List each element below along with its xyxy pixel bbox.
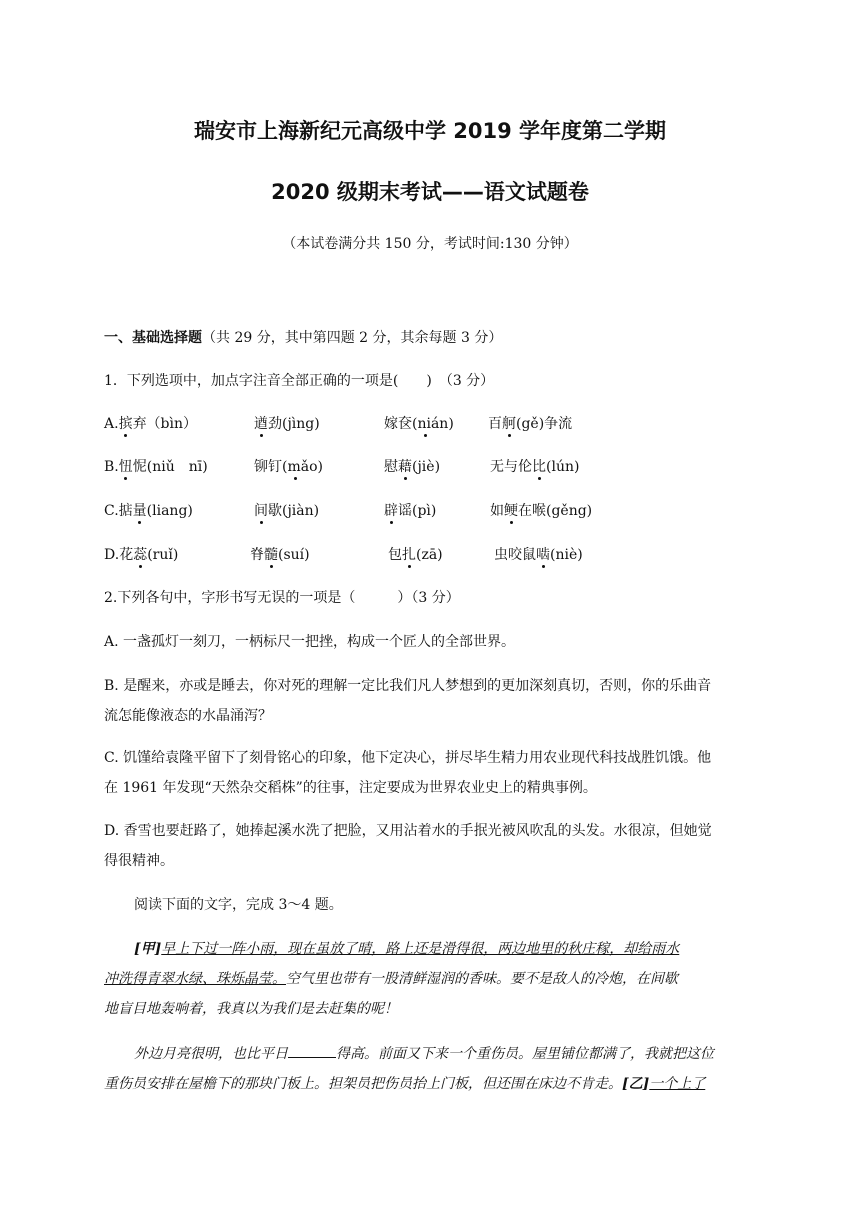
q2-option-b-line2: 流怎能像液态的水晶涌泻？	[104, 708, 272, 724]
section-heading-label: 一、基础选择题	[104, 330, 202, 346]
reading-intro: 阅读下面的文字，完成 3～4 题。	[134, 897, 343, 913]
underlined-phrase-jia-end: 冲洗得青翠水绿、珠烁晶莹。	[104, 971, 286, 987]
q1-option-d: D.花蕊(ruǐ) 脊髓(suí) 包扎(zā) 虫咬鼠啮(niè)	[104, 547, 583, 563]
q2-option-d-line2: 得很精神。	[104, 853, 174, 869]
passage-paragraph-2-line1: 外边月亮很明，也比平日 得高。前面又下来一个重伤员。屋里铺位都满了，我就把这位	[134, 1046, 714, 1062]
q2-option-c-line1: C. 饥馑给袁隆平留下了刻骨铭心的印象，他下定决心，拼尽毕生精力用农业现代科技战胜饥饿。他	[104, 750, 712, 766]
q2-option-c-line2: 在 1961 年发现“天然杂交稻株”的往事，注定要成为世界农业史上的精典事例。	[104, 780, 597, 796]
passage-paragraph-1-line2: 冲洗得青翠水绿、珠烁晶莹。空气里也带有一股清鲜湿润的香味。要不是敌人的冷炮，在间歇	[104, 971, 678, 987]
q2-option-d-line1: D. 香雪也要赶路了，她捧起溪水洗了把脸，又用沾着水的手抿光被风吹乱的头发。水很凉，但她觉	[104, 823, 712, 839]
underlined-phrase-jia: 早上下过一阵小雨，现在虽放了晴，路上还是滑得很，两边地里的秋庄稼，却给雨水	[161, 941, 680, 957]
question-2-stem: 2.下列各句中，字形书写无误的一项是（ ）（3 分）	[104, 590, 460, 606]
section-heading	[104, 327, 502, 347]
q1-option-c: C.掂量(liang) 间歇(jiàn) 辟谣(pì) 如鲠在喉(gěng)	[104, 503, 593, 519]
fill-blank	[288, 1045, 336, 1058]
passage-mark-yi: [乙]	[622, 1076, 650, 1092]
exam-title-line2: 2020 级期末考试——语文试题卷	[271, 180, 589, 204]
section-heading-detail: （共 29 分，其中第四题 2 分，其余每题 3 分）	[202, 330, 503, 346]
passage-paragraph-1-line1	[134, 938, 679, 958]
exam-note: （本试卷满分共 150 分，考试时间:130 分钟）	[282, 236, 578, 252]
question-1-stem: 1．下列选项中，加点字注音全部正确的一项是( ) （3 分）	[104, 373, 495, 389]
q2-option-a: A. 一盏孤灯一刻刀，一柄标尺一把挫，构成一个匠人的全部世界。	[104, 634, 516, 650]
q1-option-b: B.忸怩(niǔ nī) 铆钉(mǎo) 慰藉(jiè) 无与伦比(lún)	[104, 459, 580, 475]
q2-option-b-line1: B. 是醒来，亦或是睡去，你对死的理解一定比我们凡人梦想到的更加深刻真切，否则，你的乐曲音	[104, 678, 712, 694]
passage-mark-jia: [甲]	[134, 941, 162, 957]
passage-paragraph-2-line2: 重伤员安排在屋檐下的那块门板上。担架员把伤员抬上门板，但还围在床边不肯走。[乙]一个上了	[104, 1076, 706, 1092]
q1-option-a: A.摈弃（bìn） 遒劲(jìng) 嫁奁(nián) 百舸(gě)争流	[104, 416, 573, 432]
underlined-phrase-yi: 一个上了	[649, 1076, 706, 1092]
passage-paragraph-1-line3: 地盲目地轰响着，我真以为我们是去赶集的呢！	[104, 1001, 398, 1017]
exam-title-line1: 瑞安市上海新纪元高级中学 2019 学年度第二学期	[193, 119, 667, 143]
